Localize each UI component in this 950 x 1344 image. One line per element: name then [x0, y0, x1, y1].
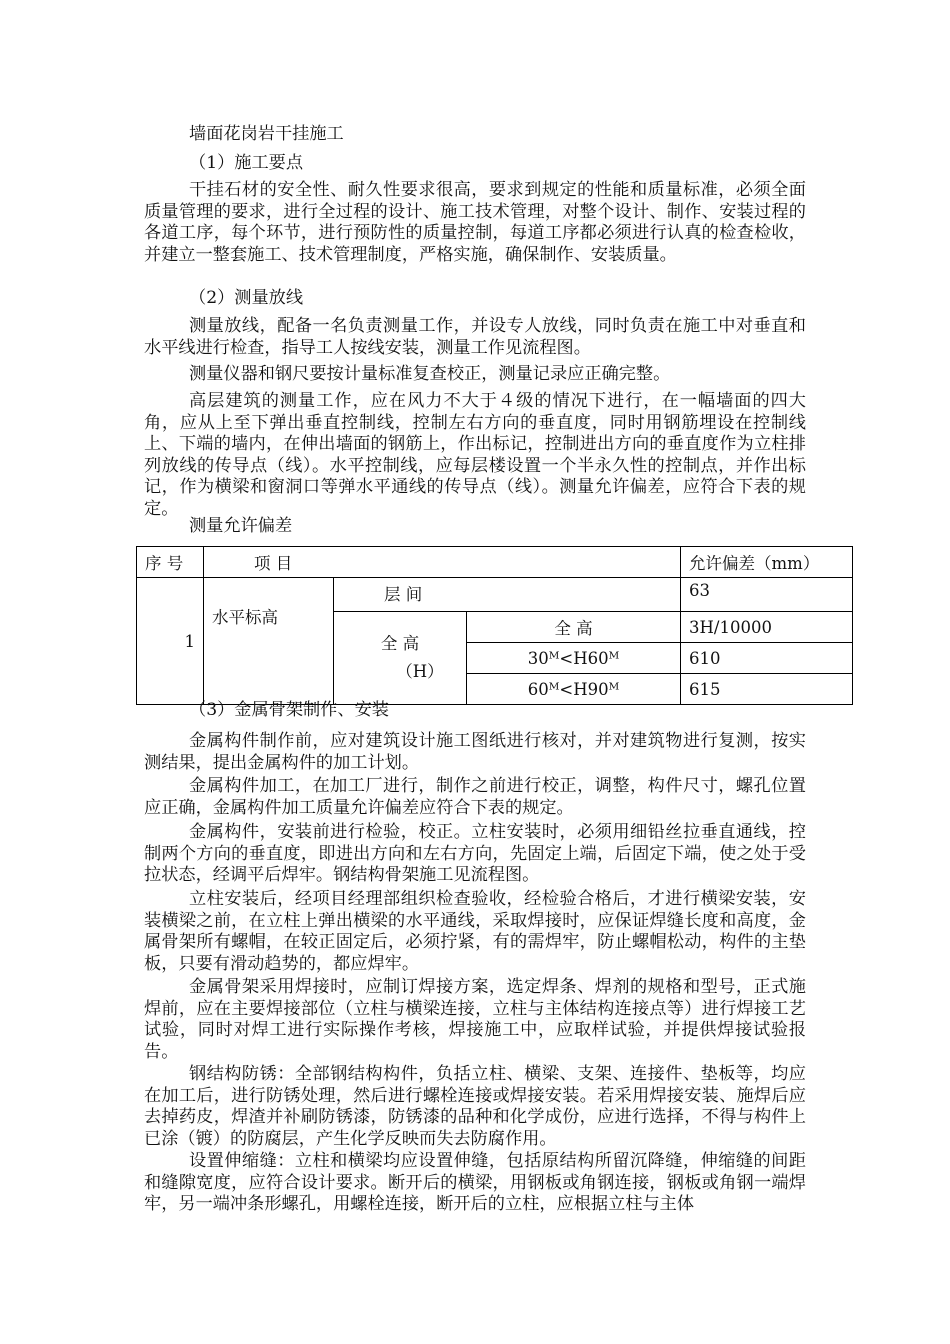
floor-label: 层 间 — [334, 578, 681, 612]
height-sub-value: 615 — [681, 674, 853, 705]
paragraph: 金属构件加工，在加工厂进行，制作之前进行校正，调整，构件尺寸，螺孔位置应正确，金属构件加工质量允许偏差应符合下表的规定。 — [144, 776, 806, 818]
height-group-sub: （H） — [396, 662, 444, 681]
header-item: 项 目 — [204, 547, 681, 578]
paragraph: 金属构件制作前，应对建筑设计施工图纸进行核对，并对建筑物进行复测，按实测结果，提出金属构件的加工计划。 — [144, 731, 806, 773]
tolerance-table — [136, 546, 853, 705]
table-row — [137, 578, 853, 612]
document-title: 墙面花岗岩干挂施工 — [189, 124, 344, 144]
paragraph: 钢结构防锈：全部钢结构构件，负括立柱、横梁、支架、连接件、垫板等，均应在加工后，进行防锈处理，然后进行螺栓连接或焊接安装。若采用焊接安装、施焊后应去掉药皮，焊渣并补刷防锈漆，防锈漆的品种和化学成份，应进行选择，不得与构件上已涂（镀）的防腐层，产生化学反映而失去防腐作用。 — [144, 1064, 806, 1149]
paragraph: 测量仪器和钢尺要按计量标准复查校正，测量记录应正确完整。 — [189, 364, 671, 384]
height-sub-label: 全 高 — [467, 612, 681, 643]
table-caption: 测量允许偏差 — [189, 516, 293, 536]
floor-value: 63 — [681, 578, 853, 612]
table-header-row — [137, 547, 853, 578]
height-sub-value: 3H/10000 — [681, 612, 853, 643]
paragraph: 测量放线，配备一名负责测量工作，并设专人放线，同时负责在施工中对垂直和水平线进行检查，指导工人按线安装，测量工作见流程图。 — [144, 316, 806, 358]
height-group-label: 全 高 — [380, 634, 420, 653]
height-sub-value: 610 — [681, 643, 853, 674]
paragraph: 高层建筑的测量工作，应在风力不大于４级的情况下进行，在一幅墙面的四大角，应从上至下弹出垂直控制线，控制左右方向的垂直度，同时用钢筋埋设在控制线上、下端的墙内，在伸出墙面的钢筋上，作出标记，控制进出方向的垂直度作为立柱排列放线的传导点（线）。水平控制线，应每层楼设置一个半永久性的控制点，并作出标记，作为横梁和窗洞口等弹水平通线的传导点（线）。测量允许偏差，应符合下表的规定。 — [144, 391, 806, 519]
section-heading-1: （1）施工要点 — [189, 153, 304, 173]
paragraph: 金属骨架采用焊接时，应制订焊接方案，选定焊条、焊剂的规格和型号，正式施焊前，应在主要焊接部位（立柱与横梁连接，立柱与主体结构连接点等）进行焊接工艺试验，同时对焊工进行实际操作考核，焊接施工中，应取样试验，并提供焊接试验报告。 — [144, 977, 806, 1062]
paragraph: 金属构件，安装前进行检验，校正。立柱安装时，必须用细铅丝拉垂直通线，控制两个方向的垂直度，即进出方向和左右方向，先固定上端，后固定下端，使之处于受拉状态，经调平后焊牢。钢结构骨架施工见流程图。 — [144, 822, 806, 886]
height-group — [334, 612, 467, 705]
height-sub-label: 60ᴹ<H90ᴹ — [467, 674, 681, 705]
section-heading-3: （3）金属骨架制作、安装 — [189, 700, 389, 720]
height-sub-label: 30ᴹ<H60ᴹ — [467, 643, 681, 674]
row-number: 1 — [137, 578, 204, 705]
header-tolerance: 允许偏差（mm） — [681, 547, 853, 578]
row-item: 水平标高 — [204, 578, 334, 705]
paragraph: 立柱安装后，经项目经理部组织检查验收，经检验合格后，才进行横梁安装，安装横梁之前，在立柱上弹出横梁的水平通线，采取焊接时，应保证焊缝长度和高度，金属骨架所有螺帽，在较正固定后，必须拧紧，有的需焊牢，防止螺帽松动，构件的主垫板，只要有滑动趋势的，都应焊牢。 — [144, 889, 806, 974]
section-heading-2: （2）测量放线 — [189, 288, 304, 308]
paragraph: 干挂石材的安全性、耐久性要求很高，要求到规定的性能和质量标准，必须全面质量管理的要求，进行全过程的设计、施工技术管理，对整个设计、制作、安装过程的各道工序，每个环节，进行预防性的质量控制，每道工序都必须进行认真的检查检收，并建立一整套施工、技术管理制度，严格实施，确保制作、安装质量。 — [144, 180, 806, 265]
paragraph: 设置伸缩缝：立柱和横梁均应设置伸缝，包括原结构所留沉降缝，伸缩缝的间距和缝隙宽度，应符合设计要求。断开后的横梁，用钢板或角钢连接，钢板或角钢一端焊牢，另一端冲条形螺孔，用螺栓连接，断开后的立柱，应根据立柱与主体 — [144, 1151, 806, 1215]
header-no: 序 号 — [137, 547, 204, 578]
